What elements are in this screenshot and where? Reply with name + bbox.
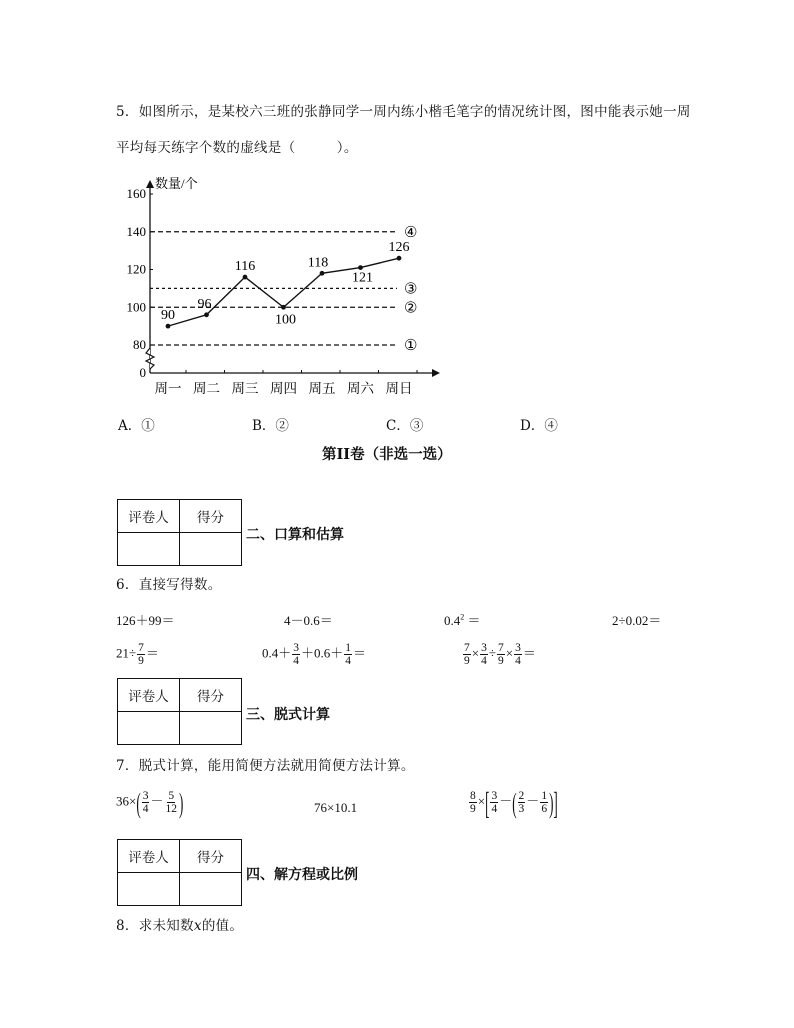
reference-line-label: ③	[404, 281, 418, 298]
score-label: 得分	[180, 679, 242, 712]
q7-expr-3: $\frac{8}{9}$ ×[ $\frac{3}{4}$ －( $\frac{2}{3}$ － $\frac{1}{6}$ )]	[470, 784, 558, 821]
axis-break	[146, 348, 154, 369]
q7-expr-2: 76×10.1	[314, 800, 358, 815]
x-tick-label: 周三	[231, 381, 259, 396]
x-tick-label: 周一	[154, 381, 182, 396]
q6-expr-2: 4－0.6＝	[284, 613, 333, 628]
reference-line-label: ②	[404, 300, 418, 317]
section-2-title: 二、口算和估算	[246, 527, 344, 543]
data-label: 96	[197, 296, 212, 312]
score-table	[117, 499, 242, 566]
score-cell[interactable]	[180, 712, 242, 745]
data-label: 100	[275, 312, 296, 328]
option-c[interactable]: C．③	[386, 418, 424, 434]
y-tick-label: 160	[126, 186, 146, 201]
data-point	[281, 305, 286, 310]
score-label: 得分	[180, 500, 242, 533]
x-axis-arrow	[432, 369, 440, 377]
x-tick-label: 周六	[347, 381, 374, 396]
score-label: 得分	[180, 840, 242, 873]
data-point	[320, 271, 325, 276]
q5-line1: 5．如图所示，是某校六三班的张静同学一周内练小楷毛笔字的情况统计图，图中能表示她一周	[116, 104, 691, 120]
q6-expr-6: 0.4＋ $\frac{3}{4}$ ＋0.6＋ $\frac{1}{4}$ ＝	[262, 642, 367, 668]
score-table	[117, 678, 242, 745]
data-point	[204, 312, 209, 317]
option-d[interactable]: D．④	[520, 418, 558, 434]
x-tick-label: 周二	[193, 381, 220, 396]
reviewer-cell[interactable]	[118, 533, 180, 566]
q6-expr-7: $\frac{7}{9}$ × $\frac{3}{4}$ ÷ $\frac{7}{9}$ × $\frac{3}{4}$ ＝	[464, 642, 536, 668]
data-point	[358, 265, 363, 270]
q6-expr-4: 2÷0.02＝	[612, 613, 662, 628]
data-point	[397, 256, 402, 261]
reference-line-label: ①	[404, 338, 418, 354]
q6-title: 6．直接写得数。	[116, 577, 222, 593]
q8-title: 8．求未知数x的值。	[116, 918, 244, 934]
line-chart	[110, 168, 450, 400]
x-tick-label: 周四	[270, 381, 297, 396]
reference-line-label: ④	[404, 224, 418, 241]
y-tick-label: 0	[139, 365, 146, 380]
q7-expr-1: 36×( $\frac{3}{4}$ － $\frac{5}{12}$ )	[116, 786, 184, 820]
y-axis-arrow	[146, 180, 154, 188]
y-tick-label: 80	[133, 337, 146, 352]
score-cell[interactable]	[180, 873, 242, 906]
data-label: 126	[388, 240, 410, 256]
y-tick-label: 100	[126, 299, 146, 315]
option-a[interactable]: A．①	[118, 418, 155, 434]
section-3-title: 三、脱式计算	[246, 707, 330, 723]
data-point	[166, 324, 171, 329]
score-cell[interactable]	[180, 533, 242, 566]
data-point	[243, 275, 248, 280]
data-label: 121	[352, 270, 373, 286]
q6-expr-1: 126＋99＝	[116, 613, 175, 628]
y-tick-label: 120	[126, 261, 146, 277]
data-label: 118	[307, 255, 329, 271]
option-b[interactable]: B．②	[252, 418, 289, 434]
reviewer-label: 评卷人	[118, 840, 180, 873]
reviewer-label: 评卷人	[118, 679, 180, 712]
score-table	[117, 839, 242, 906]
data-label: 116	[234, 259, 256, 275]
x-tick-label: 周五	[308, 381, 336, 396]
x-tick-label: 周日	[385, 381, 413, 396]
data-label: 90	[161, 308, 175, 324]
reviewer-label: 评卷人	[118, 500, 180, 533]
section-4-title: 四、解方程或比例	[246, 867, 358, 883]
q6-expr-5: 21÷ $\frac{7}{9}$ ＝	[116, 642, 159, 668]
part2-title: 第II卷（非选一选）	[322, 446, 452, 463]
reviewer-cell[interactable]	[118, 712, 180, 745]
y-axis-label: 数量/个	[155, 176, 198, 191]
y-tick-label: 140	[126, 223, 146, 239]
reviewer-cell[interactable]	[118, 873, 180, 906]
q6-expr-3: $0.4^2$ ＝	[444, 612, 481, 628]
q7-title: 7．脱式计算，能用简便方法就用简便方法计算。	[116, 758, 415, 774]
q5-line2: 平均每天练字个数的虚线是（ ）。	[116, 140, 358, 156]
